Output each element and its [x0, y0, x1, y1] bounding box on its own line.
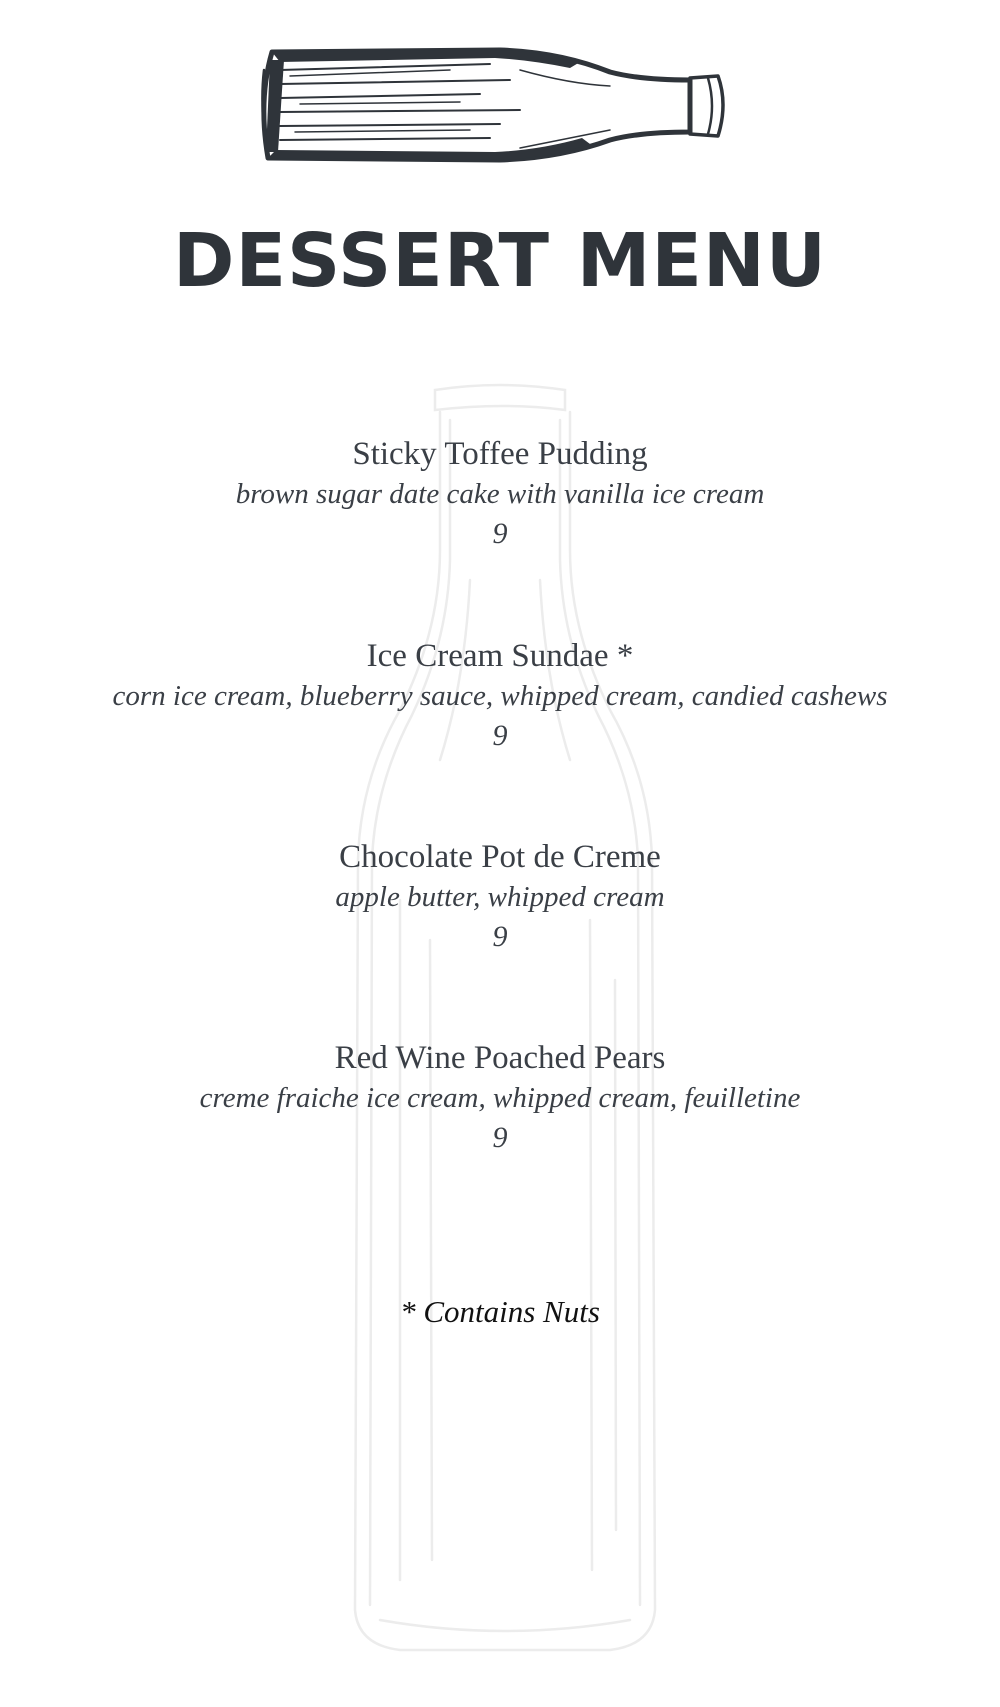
menu-item-name: Red Wine Poached Pears: [334, 1040, 666, 1076]
menu-item-price: 9: [492, 517, 508, 550]
menu-item: [0, 1038, 1000, 1158]
menu-title: DESSERT MENU: [173, 218, 827, 304]
menu-item-name: Sticky Toffee Pudding: [352, 436, 648, 472]
menu-item-name: Chocolate Pot de Creme: [339, 839, 661, 875]
menu-item-price: 9: [492, 1121, 508, 1154]
menu-item: [0, 434, 1000, 554]
bottle-sketch-icon: [250, 40, 750, 175]
bottle-watermark-icon: [340, 380, 670, 1660]
menu-item-name: Ice Cream Sundae *: [366, 638, 634, 674]
menu-item-price: 9: [492, 719, 508, 752]
menu-item-description: brown sugar date cake with vanilla ice cream: [235, 478, 765, 510]
menu-item-description: apple butter, whipped cream: [335, 881, 665, 913]
allergen-footnote: * Contains Nuts: [400, 1294, 600, 1329]
menu-item-description: creme fraiche ice cream, whipped cream, feuilletine: [199, 1082, 801, 1114]
menu-item-price: 9: [492, 920, 508, 953]
menu-item: [0, 837, 1000, 957]
menu-item-description: corn ice cream, blueberry sauce, whipped cream, candied cashews: [112, 680, 888, 712]
menu-item: [0, 636, 1000, 756]
